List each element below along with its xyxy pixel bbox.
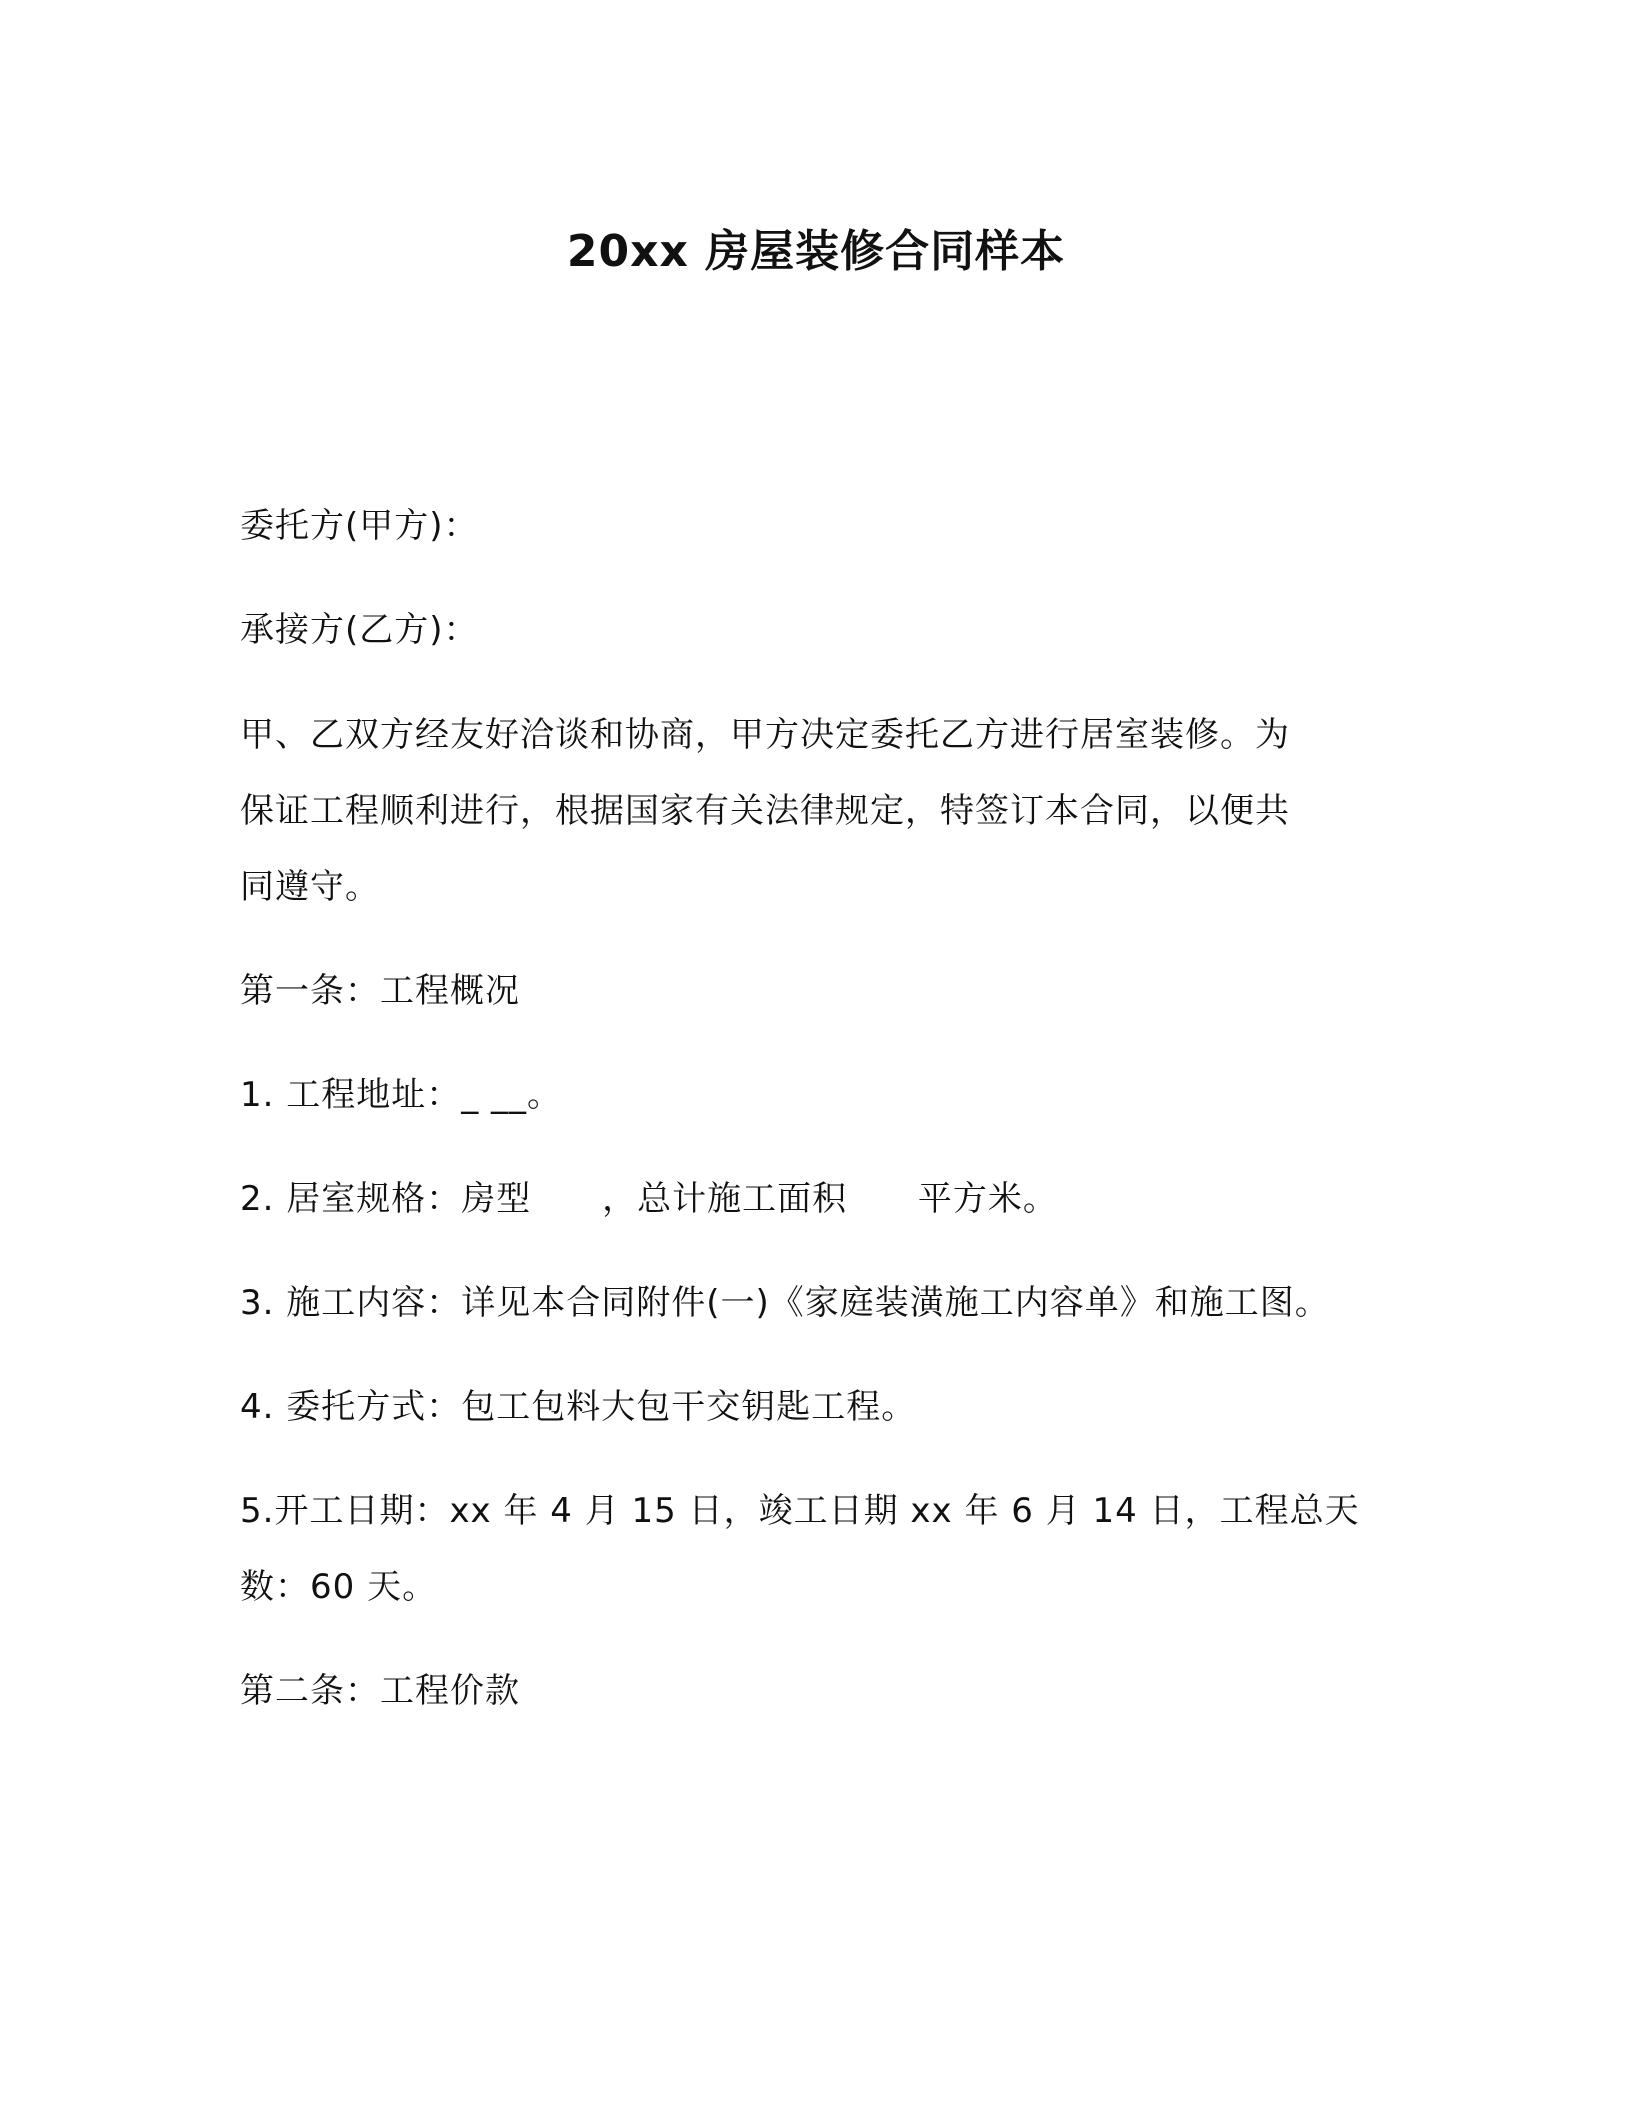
preamble-line-3: 同遵守。 — [240, 867, 380, 907]
clause-5-dates-line-1: 5.开工日期：xx 年 4 月 15 日，竣工日期 xx 年 6 月 14 日，工程总天 — [240, 1491, 1360, 1531]
clause-2-specification: 2. 居室规格：房型 ，总计施工面积 平方米。 — [240, 1179, 1058, 1219]
party-b-line: 承接方(乙方)： — [240, 610, 479, 650]
clause-4-method: 4. 委托方式：包工包料大包干交钥匙工程。 — [240, 1387, 917, 1427]
preamble-line-2: 保证工程顺利进行，根据国家有关法律规定，特签订本合同，以便共 — [240, 791, 1290, 831]
clause-1-address: 1. 工程地址：_ __。 — [240, 1075, 563, 1115]
preamble-line-1: 甲、乙双方经友好洽谈和协商，甲方决定委托乙方进行居室装修。为 — [240, 715, 1290, 755]
party-a-line: 委托方(甲方)： — [240, 506, 479, 546]
article-1-heading: 第一条：工程概况 — [240, 971, 520, 1011]
clause-5-dates-line-2: 数：60 天。 — [240, 1567, 438, 1607]
article-2-heading: 第二条：工程价款 — [240, 1671, 520, 1711]
clause-3-content: 3. 施工内容：详见本合同附件(一)《家庭装潢施工内容单》和施工图。 — [240, 1283, 1330, 1323]
document-title: 20xx 房屋装修合同样本 — [566, 226, 1066, 277]
